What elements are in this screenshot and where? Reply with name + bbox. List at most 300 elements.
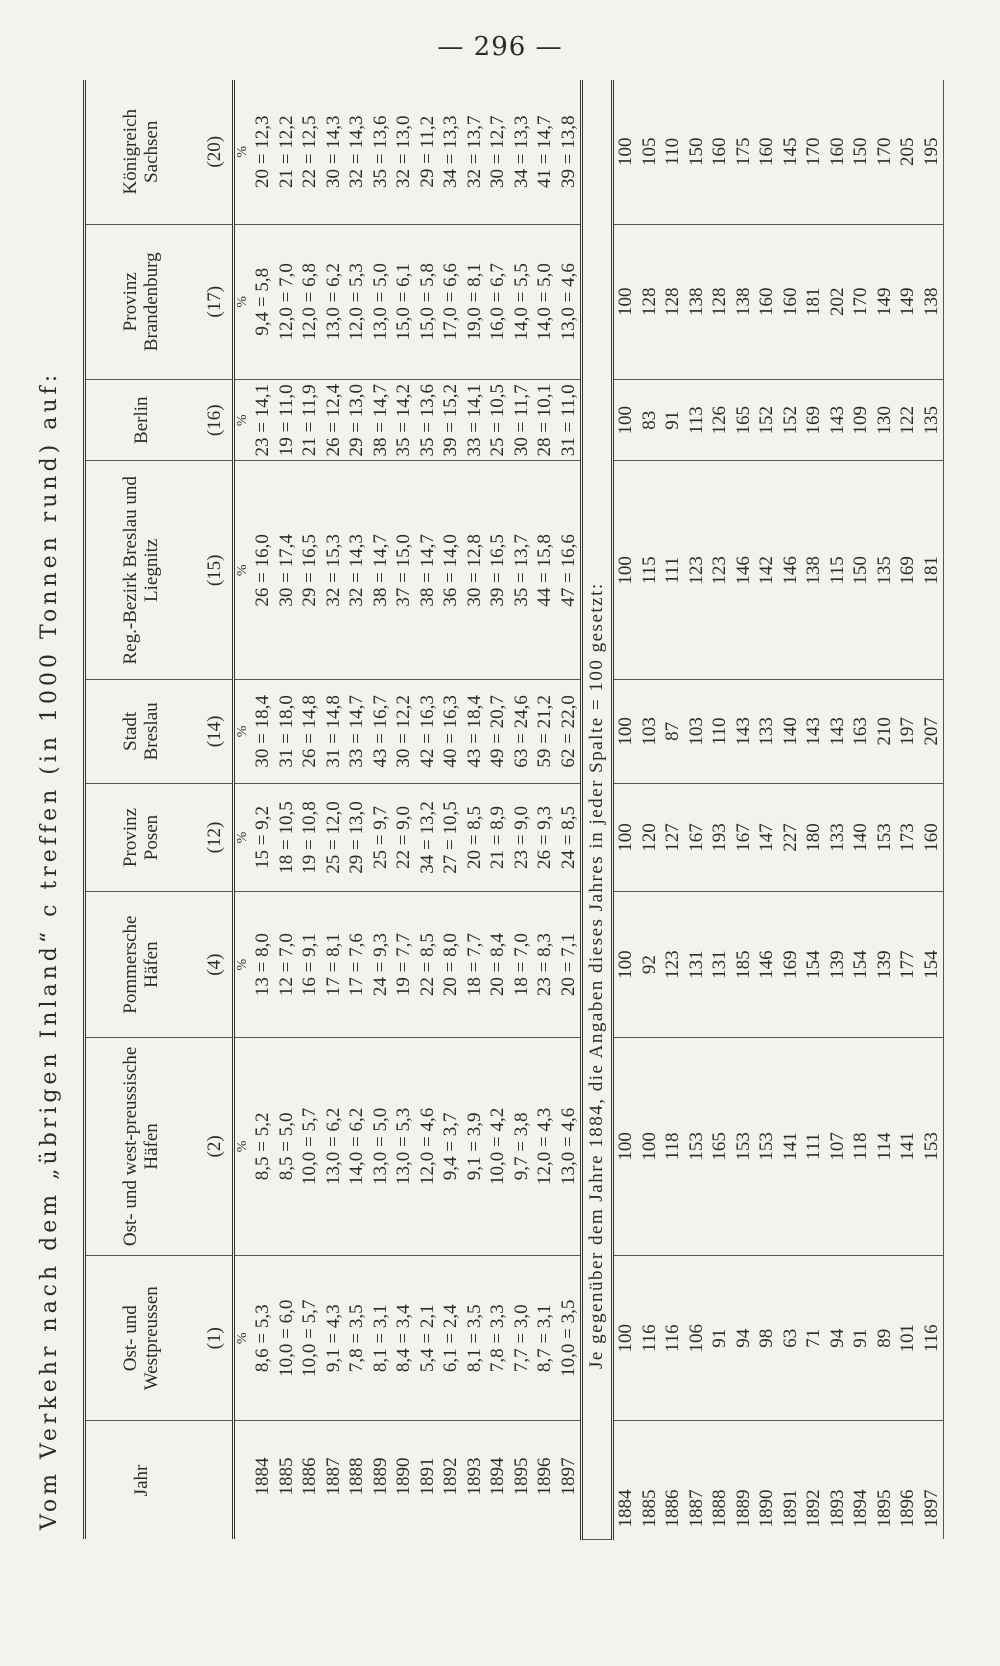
percent-sign: % bbox=[234, 783, 252, 892]
value-cell: 12,0 = 4,6 bbox=[416, 1037, 440, 1255]
value-cell: 10,0 = 3,5 bbox=[557, 1256, 582, 1422]
value-cell: 180 bbox=[802, 783, 826, 892]
value-cell: 22 = 12,5 bbox=[298, 80, 322, 224]
value-cell: 9,7 = 3,8 bbox=[510, 1037, 534, 1255]
value-cell: 25 = 12,0 bbox=[322, 783, 346, 892]
value-cell: 14,0 = 5,5 bbox=[510, 224, 534, 379]
column-number bbox=[196, 1037, 234, 1255]
value-cell: 63 = 24,6 bbox=[510, 680, 534, 783]
value-cell: 9,1 = 4,3 bbox=[322, 1256, 346, 1422]
value-cell: 110 bbox=[661, 80, 685, 224]
value-cell: 100 bbox=[613, 224, 638, 379]
value-cell: 100 bbox=[613, 892, 638, 1037]
value-cell: 39 = 13,8 bbox=[557, 80, 582, 224]
value-cell: 152 bbox=[755, 380, 779, 461]
value-cell: 197 bbox=[896, 680, 920, 783]
value-cell: 13,0 = 5,0 bbox=[369, 224, 393, 379]
value-cell: 25 = 9,7 bbox=[369, 783, 393, 892]
value-cell: 8,4 = 3,4 bbox=[392, 1256, 416, 1422]
column-number bbox=[196, 680, 234, 783]
value-cell: 7,8 = 3,3 bbox=[486, 1256, 510, 1422]
value-cell: 19 = 7,7 bbox=[392, 892, 416, 1037]
value-cell: 10,0 = 4,2 bbox=[486, 1037, 510, 1255]
table-row bbox=[920, 80, 944, 1540]
value-cell: 150 bbox=[849, 80, 873, 224]
table-row bbox=[779, 80, 803, 1540]
value-cell: 23 = 8,3 bbox=[533, 892, 557, 1037]
year-cell: 1886 bbox=[662, 1489, 683, 1528]
value-cell: 167 bbox=[732, 783, 756, 892]
value-cell: 30 = 14,3 bbox=[322, 80, 346, 224]
value-cell: 122 bbox=[896, 380, 920, 461]
value-cell: 36 = 14,0 bbox=[439, 461, 463, 680]
value-cell: 160 bbox=[920, 783, 944, 892]
year-cell: 1892 bbox=[440, 1457, 461, 1496]
value-cell: 14,0 = 5,0 bbox=[533, 224, 557, 379]
absolute-values-body bbox=[234, 80, 582, 1540]
value-cell: 169 bbox=[896, 461, 920, 680]
value-cell: 149 bbox=[873, 224, 897, 379]
value-cell: 8,1 = 3,1 bbox=[369, 1256, 393, 1422]
value-cell: 100 bbox=[613, 380, 638, 461]
value-cell: 128 bbox=[638, 224, 662, 379]
value-cell: 17 = 8,1 bbox=[322, 892, 346, 1037]
value-cell: 113 bbox=[685, 380, 709, 461]
year-cell: 1893 bbox=[826, 1489, 848, 1528]
value-cell: 150 bbox=[849, 461, 873, 680]
value-cell: 71 bbox=[802, 1256, 826, 1422]
column-number-label: (12) bbox=[203, 821, 225, 854]
value-cell: 19,0 = 8,1 bbox=[463, 224, 487, 379]
value-cell: 15,0 = 6,1 bbox=[392, 224, 416, 379]
value-cell: 135 bbox=[920, 380, 944, 461]
value-cell: 10,0 = 5,7 bbox=[298, 1037, 322, 1255]
value-cell: 8,5 = 5,0 bbox=[275, 1037, 299, 1255]
value-cell: 9,4 = 5,8 bbox=[251, 224, 275, 379]
header-row bbox=[85, 80, 197, 1540]
value-cell: 7,8 = 3,5 bbox=[345, 1256, 369, 1422]
value-cell: 98 bbox=[755, 1256, 779, 1422]
column-number bbox=[196, 892, 234, 1037]
value-cell: 154 bbox=[920, 892, 944, 1037]
column-header: Königreich Sachsen bbox=[85, 80, 197, 224]
value-cell: 37 = 15,0 bbox=[392, 461, 416, 680]
value-cell: 150 bbox=[685, 80, 709, 224]
value-cell: 207 bbox=[920, 680, 944, 783]
value-cell: 22 = 9,0 bbox=[392, 783, 416, 892]
column-number-row bbox=[196, 80, 234, 1540]
value-cell: 140 bbox=[779, 680, 803, 783]
value-cell: 12,0 = 5,3 bbox=[345, 224, 369, 379]
year-cell: 1886 bbox=[299, 1457, 320, 1496]
value-cell: 154 bbox=[802, 892, 826, 1037]
value-cell: 141 bbox=[896, 1037, 920, 1255]
value-cell: 143 bbox=[732, 680, 756, 783]
value-cell: 91 bbox=[849, 1256, 873, 1422]
table-row bbox=[369, 80, 393, 1540]
value-cell: 170 bbox=[802, 80, 826, 224]
table-row bbox=[826, 80, 850, 1540]
value-cell: 133 bbox=[826, 783, 850, 892]
value-cell: 210 bbox=[873, 680, 897, 783]
value-cell: 139 bbox=[873, 892, 897, 1037]
table-row bbox=[392, 80, 416, 1540]
table-row bbox=[685, 80, 709, 1540]
value-cell: 123 bbox=[661, 892, 685, 1037]
value-cell: 109 bbox=[849, 380, 873, 461]
value-cell: 140 bbox=[849, 783, 873, 892]
value-cell: 24 = 8,5 bbox=[557, 783, 582, 892]
column-number-label: (14) bbox=[203, 715, 225, 748]
value-cell: 105 bbox=[638, 80, 662, 224]
value-cell: 24 = 9,3 bbox=[369, 892, 393, 1037]
value-cell: 153 bbox=[732, 1037, 756, 1255]
value-cell: 128 bbox=[708, 224, 732, 379]
table-row bbox=[613, 80, 638, 1540]
value-cell: 103 bbox=[638, 680, 662, 783]
value-cell: 100 bbox=[613, 783, 638, 892]
table-row bbox=[755, 80, 779, 1540]
column-number bbox=[196, 1421, 234, 1540]
value-cell: 114 bbox=[873, 1037, 897, 1255]
year-cell: 1890 bbox=[756, 1489, 777, 1528]
value-cell: 20 = 12,3 bbox=[251, 80, 275, 224]
value-cell: 100 bbox=[613, 461, 638, 680]
column-number bbox=[196, 1256, 234, 1422]
value-cell: 116 bbox=[638, 1256, 662, 1422]
value-cell: 13,0 = 5,3 bbox=[392, 1037, 416, 1255]
value-cell: 6,1 = 2,4 bbox=[439, 1256, 463, 1422]
value-cell: 169 bbox=[779, 892, 803, 1037]
year-cell: 1896 bbox=[534, 1457, 555, 1496]
column-number-label: (1) bbox=[203, 1327, 225, 1350]
table-row bbox=[463, 80, 487, 1540]
percent-sign: % bbox=[234, 680, 252, 783]
value-cell: 118 bbox=[849, 1037, 873, 1255]
value-cell: 8,6 = 5,3 bbox=[251, 1256, 275, 1422]
value-cell: 29 = 13,0 bbox=[345, 783, 369, 892]
value-cell: 31 = 11,0 bbox=[557, 380, 582, 461]
value-cell: 116 bbox=[661, 1256, 685, 1422]
value-cell: 123 bbox=[685, 461, 709, 680]
value-cell: 20 = 8,0 bbox=[439, 892, 463, 1037]
value-cell: 30 = 12,8 bbox=[463, 461, 487, 680]
percent-sign: % bbox=[234, 892, 252, 1037]
value-cell: 32 = 15,3 bbox=[322, 461, 346, 680]
value-cell: 181 bbox=[920, 461, 944, 680]
value-cell: 100 bbox=[638, 1037, 662, 1255]
value-cell: 26 = 14,8 bbox=[298, 680, 322, 783]
value-cell: 39 = 15,2 bbox=[439, 380, 463, 461]
value-cell: 32 = 14,3 bbox=[345, 461, 369, 680]
value-cell: 91 bbox=[661, 380, 685, 461]
value-cell: 63 bbox=[779, 1256, 803, 1422]
value-cell: 13,0 = 6,2 bbox=[322, 1037, 346, 1255]
table-row bbox=[486, 80, 510, 1540]
column-header: Provinz Brandenburg bbox=[85, 224, 197, 379]
value-cell: 91 bbox=[708, 1256, 732, 1422]
value-cell: 26 = 9,3 bbox=[533, 783, 557, 892]
year-cell: 1891 bbox=[416, 1457, 438, 1496]
value-cell: 12,0 = 6,8 bbox=[298, 224, 322, 379]
table-row bbox=[345, 80, 369, 1540]
value-cell: 128 bbox=[661, 224, 685, 379]
value-cell: 42 = 16,3 bbox=[416, 680, 440, 783]
table-row bbox=[873, 80, 897, 1540]
value-cell: 28 = 10,1 bbox=[533, 380, 557, 461]
value-cell: 33 = 14,7 bbox=[345, 680, 369, 783]
value-cell: 13,0 = 4,6 bbox=[557, 1037, 582, 1255]
value-cell: 21 = 12,2 bbox=[275, 80, 299, 224]
value-cell: 87 bbox=[661, 680, 685, 783]
value-cell: 62 = 22,0 bbox=[557, 680, 582, 783]
percent-sign: % bbox=[234, 380, 252, 461]
value-cell: 131 bbox=[685, 892, 709, 1037]
column-number bbox=[196, 783, 234, 892]
value-cell: 170 bbox=[873, 80, 897, 224]
value-cell: 30 = 12,2 bbox=[392, 680, 416, 783]
percent-sign: % bbox=[234, 1256, 252, 1422]
value-cell: 21 = 11,9 bbox=[298, 380, 322, 461]
value-cell: 17 = 7,6 bbox=[345, 892, 369, 1037]
value-cell: 35 = 13,7 bbox=[510, 461, 534, 680]
value-cell: 18 = 10,5 bbox=[275, 783, 299, 892]
value-cell: 115 bbox=[826, 461, 850, 680]
value-cell: 141 bbox=[779, 1037, 803, 1255]
value-cell: 32 = 13,7 bbox=[463, 80, 487, 224]
year-cell: 1887 bbox=[322, 1457, 344, 1496]
table-row bbox=[802, 80, 826, 1540]
value-cell: 9,4 = 3,7 bbox=[439, 1037, 463, 1255]
value-cell: 8,5 = 5,2 bbox=[251, 1037, 275, 1255]
value-cell: 202 bbox=[826, 224, 850, 379]
value-cell: 177 bbox=[896, 892, 920, 1037]
value-cell: 13,0 = 4,6 bbox=[557, 224, 582, 379]
column-number bbox=[196, 224, 234, 379]
value-cell: 116 bbox=[920, 1256, 944, 1422]
value-cell: 145 bbox=[779, 80, 803, 224]
table-row bbox=[275, 80, 299, 1540]
year-cell: 1892 bbox=[803, 1489, 824, 1528]
year-cell: 1894 bbox=[850, 1489, 871, 1528]
value-cell: 23 = 14,1 bbox=[251, 380, 275, 461]
value-cell: 169 bbox=[802, 380, 826, 461]
value-cell: 12,0 = 4,3 bbox=[533, 1037, 557, 1255]
value-cell: 38 = 14,7 bbox=[416, 461, 440, 680]
value-cell: 147 bbox=[755, 783, 779, 892]
value-cell: 142 bbox=[755, 461, 779, 680]
value-cell: 143 bbox=[826, 380, 850, 461]
value-cell: 34 = 13,2 bbox=[416, 783, 440, 892]
value-cell: 25 = 10,5 bbox=[486, 380, 510, 461]
value-cell: 26 = 12,4 bbox=[322, 380, 346, 461]
value-cell: 83 bbox=[638, 380, 662, 461]
table-row bbox=[896, 80, 920, 1540]
value-cell: 40 = 16,3 bbox=[439, 680, 463, 783]
value-cell: 135 bbox=[873, 461, 897, 680]
value-cell: 41 = 14,7 bbox=[533, 80, 557, 224]
value-cell: 10,0 = 6,0 bbox=[275, 1256, 299, 1422]
value-cell: 20 = 8,5 bbox=[463, 783, 487, 892]
value-cell: 106 bbox=[685, 1256, 709, 1422]
value-cell: 33 = 14,1 bbox=[463, 380, 487, 461]
value-cell: 49 = 20,7 bbox=[486, 680, 510, 783]
year-cell: 1891 bbox=[779, 1489, 801, 1528]
column-number-label: (17) bbox=[203, 285, 225, 318]
value-cell: 16 = 9,1 bbox=[298, 892, 322, 1037]
value-cell: 146 bbox=[732, 461, 756, 680]
percent-spacer bbox=[234, 1421, 252, 1540]
statistics-table bbox=[83, 80, 944, 1540]
percent-row bbox=[234, 80, 252, 1540]
value-cell: 205 bbox=[896, 80, 920, 224]
value-cell: 120 bbox=[638, 783, 662, 892]
value-cell: 138 bbox=[732, 224, 756, 379]
value-cell: 123 bbox=[708, 461, 732, 680]
year-cell: 1887 bbox=[685, 1489, 707, 1528]
value-cell: 138 bbox=[685, 224, 709, 379]
value-cell: 39 = 16,5 bbox=[486, 461, 510, 680]
value-cell: 20 = 8,4 bbox=[486, 892, 510, 1037]
value-cell: 175 bbox=[732, 80, 756, 224]
value-cell: 154 bbox=[849, 892, 873, 1037]
value-cell: 110 bbox=[708, 680, 732, 783]
value-cell: 32 = 14,3 bbox=[345, 80, 369, 224]
value-cell: 100 bbox=[613, 1037, 638, 1255]
table-row bbox=[251, 80, 275, 1540]
value-cell: 13,0 = 6,2 bbox=[322, 224, 346, 379]
value-cell: 59 = 21,2 bbox=[533, 680, 557, 783]
value-cell: 21 = 8,9 bbox=[486, 783, 510, 892]
value-cell: 160 bbox=[779, 224, 803, 379]
index-values-body bbox=[613, 80, 944, 1540]
value-cell: 153 bbox=[873, 783, 897, 892]
value-cell: 185 bbox=[732, 892, 756, 1037]
value-cell: 38 = 14,7 bbox=[369, 380, 393, 461]
year-cell: 1895 bbox=[873, 1489, 895, 1528]
value-cell: 100 bbox=[613, 80, 638, 224]
value-cell: 89 bbox=[873, 1256, 897, 1422]
value-cell: 32 = 13,0 bbox=[392, 80, 416, 224]
rotated-table-page bbox=[25, 80, 985, 1540]
column-header: Reg.-Bezirk Breslau und Liegnitz bbox=[85, 461, 197, 680]
page-number: — 296 — bbox=[437, 32, 563, 62]
column-header: Jahr bbox=[85, 1421, 197, 1540]
value-cell: 160 bbox=[755, 224, 779, 379]
value-cell: 167 bbox=[685, 783, 709, 892]
column-number-label: (2) bbox=[203, 1135, 225, 1158]
value-cell: 29 = 11,2 bbox=[416, 80, 440, 224]
year-cell: 1884 bbox=[615, 1489, 636, 1528]
value-cell: 18 = 7,0 bbox=[510, 892, 534, 1037]
table-row bbox=[322, 80, 346, 1540]
value-cell: 30 = 11,7 bbox=[510, 380, 534, 461]
value-cell: 13,0 = 5,0 bbox=[369, 1037, 393, 1255]
column-header: Pommersche Häfen bbox=[85, 892, 197, 1037]
value-cell: 15,0 = 5,8 bbox=[416, 224, 440, 379]
table-row bbox=[298, 80, 322, 1540]
value-cell: 130 bbox=[873, 380, 897, 461]
year-cell: 1890 bbox=[393, 1457, 414, 1496]
value-cell: 30 = 12,7 bbox=[486, 80, 510, 224]
value-cell: 9,1 = 3,9 bbox=[463, 1037, 487, 1255]
value-cell: 111 bbox=[661, 461, 685, 680]
table-row bbox=[708, 80, 732, 1540]
table-row bbox=[638, 80, 662, 1540]
value-cell: 29 = 16,5 bbox=[298, 461, 322, 680]
table-title: Vom Verkehr nach dem „übrigen Inland“ c treffen (in 1000 Tonnen rund) auf: bbox=[37, 370, 62, 1530]
column-number bbox=[196, 80, 234, 224]
value-cell: 35 = 13,6 bbox=[369, 80, 393, 224]
value-cell: 153 bbox=[920, 1037, 944, 1255]
column-number bbox=[196, 461, 234, 680]
value-cell: 170 bbox=[849, 224, 873, 379]
value-cell: 118 bbox=[661, 1037, 685, 1255]
year-cell: 1885 bbox=[638, 1489, 660, 1528]
table-row bbox=[510, 80, 534, 1540]
value-cell: 153 bbox=[755, 1037, 779, 1255]
value-cell: 38 = 14,7 bbox=[369, 461, 393, 680]
value-cell: 195 bbox=[920, 80, 944, 224]
column-header: Ost- und west-preussische Häfen bbox=[85, 1037, 197, 1255]
value-cell: 103 bbox=[685, 680, 709, 783]
year-cell: 1885 bbox=[275, 1457, 297, 1496]
value-cell: 115 bbox=[638, 461, 662, 680]
value-cell: 15 = 9,2 bbox=[251, 783, 275, 892]
value-cell: 27 = 10,5 bbox=[439, 783, 463, 892]
value-cell: 30 = 17,4 bbox=[275, 461, 299, 680]
value-cell: 100 bbox=[613, 680, 638, 783]
year-cell: 1888 bbox=[346, 1457, 367, 1496]
value-cell: 193 bbox=[708, 783, 732, 892]
table-row bbox=[416, 80, 440, 1540]
column-header: Stadt Breslau bbox=[85, 680, 197, 783]
value-cell: 20 = 7,1 bbox=[557, 892, 582, 1037]
value-cell: 94 bbox=[732, 1256, 756, 1422]
table-row bbox=[439, 80, 463, 1540]
value-cell: 22 = 8,5 bbox=[416, 892, 440, 1037]
value-cell: 10,0 = 5,7 bbox=[298, 1256, 322, 1422]
value-cell: 153 bbox=[685, 1037, 709, 1255]
value-cell: 17,0 = 6,6 bbox=[439, 224, 463, 379]
column-number-label: (15) bbox=[203, 554, 225, 587]
percent-sign: % bbox=[234, 461, 252, 680]
percent-sign: % bbox=[234, 1037, 252, 1255]
value-cell: 12 = 7,0 bbox=[275, 892, 299, 1037]
value-cell: 8,1 = 3,5 bbox=[463, 1256, 487, 1422]
value-cell: 94 bbox=[826, 1256, 850, 1422]
column-header: Provinz Posen bbox=[85, 783, 197, 892]
column-number-label: (4) bbox=[203, 953, 225, 976]
table-row bbox=[849, 80, 873, 1540]
table-row bbox=[732, 80, 756, 1540]
value-cell: 146 bbox=[755, 892, 779, 1037]
value-cell: 47 = 16,6 bbox=[557, 461, 582, 680]
year-cell: 1897 bbox=[920, 1421, 944, 1540]
value-cell: 138 bbox=[920, 224, 944, 379]
separator-text: Je gegenüber dem Jahre 1884, die Angaben dieses Jahres in jeder Spalte = 100 gesetzt: bbox=[582, 80, 613, 1540]
value-cell: 131 bbox=[708, 892, 732, 1037]
year-cell: 1897 bbox=[557, 1457, 579, 1496]
year-cell: 1889 bbox=[369, 1457, 391, 1496]
value-cell: 19 = 10,8 bbox=[298, 783, 322, 892]
column-header: Berlin bbox=[85, 380, 197, 461]
value-cell: 173 bbox=[896, 783, 920, 892]
value-cell: 138 bbox=[802, 461, 826, 680]
table-row bbox=[557, 80, 582, 1540]
percent-sign: % bbox=[234, 80, 252, 224]
value-cell: 31 = 18,0 bbox=[275, 680, 299, 783]
